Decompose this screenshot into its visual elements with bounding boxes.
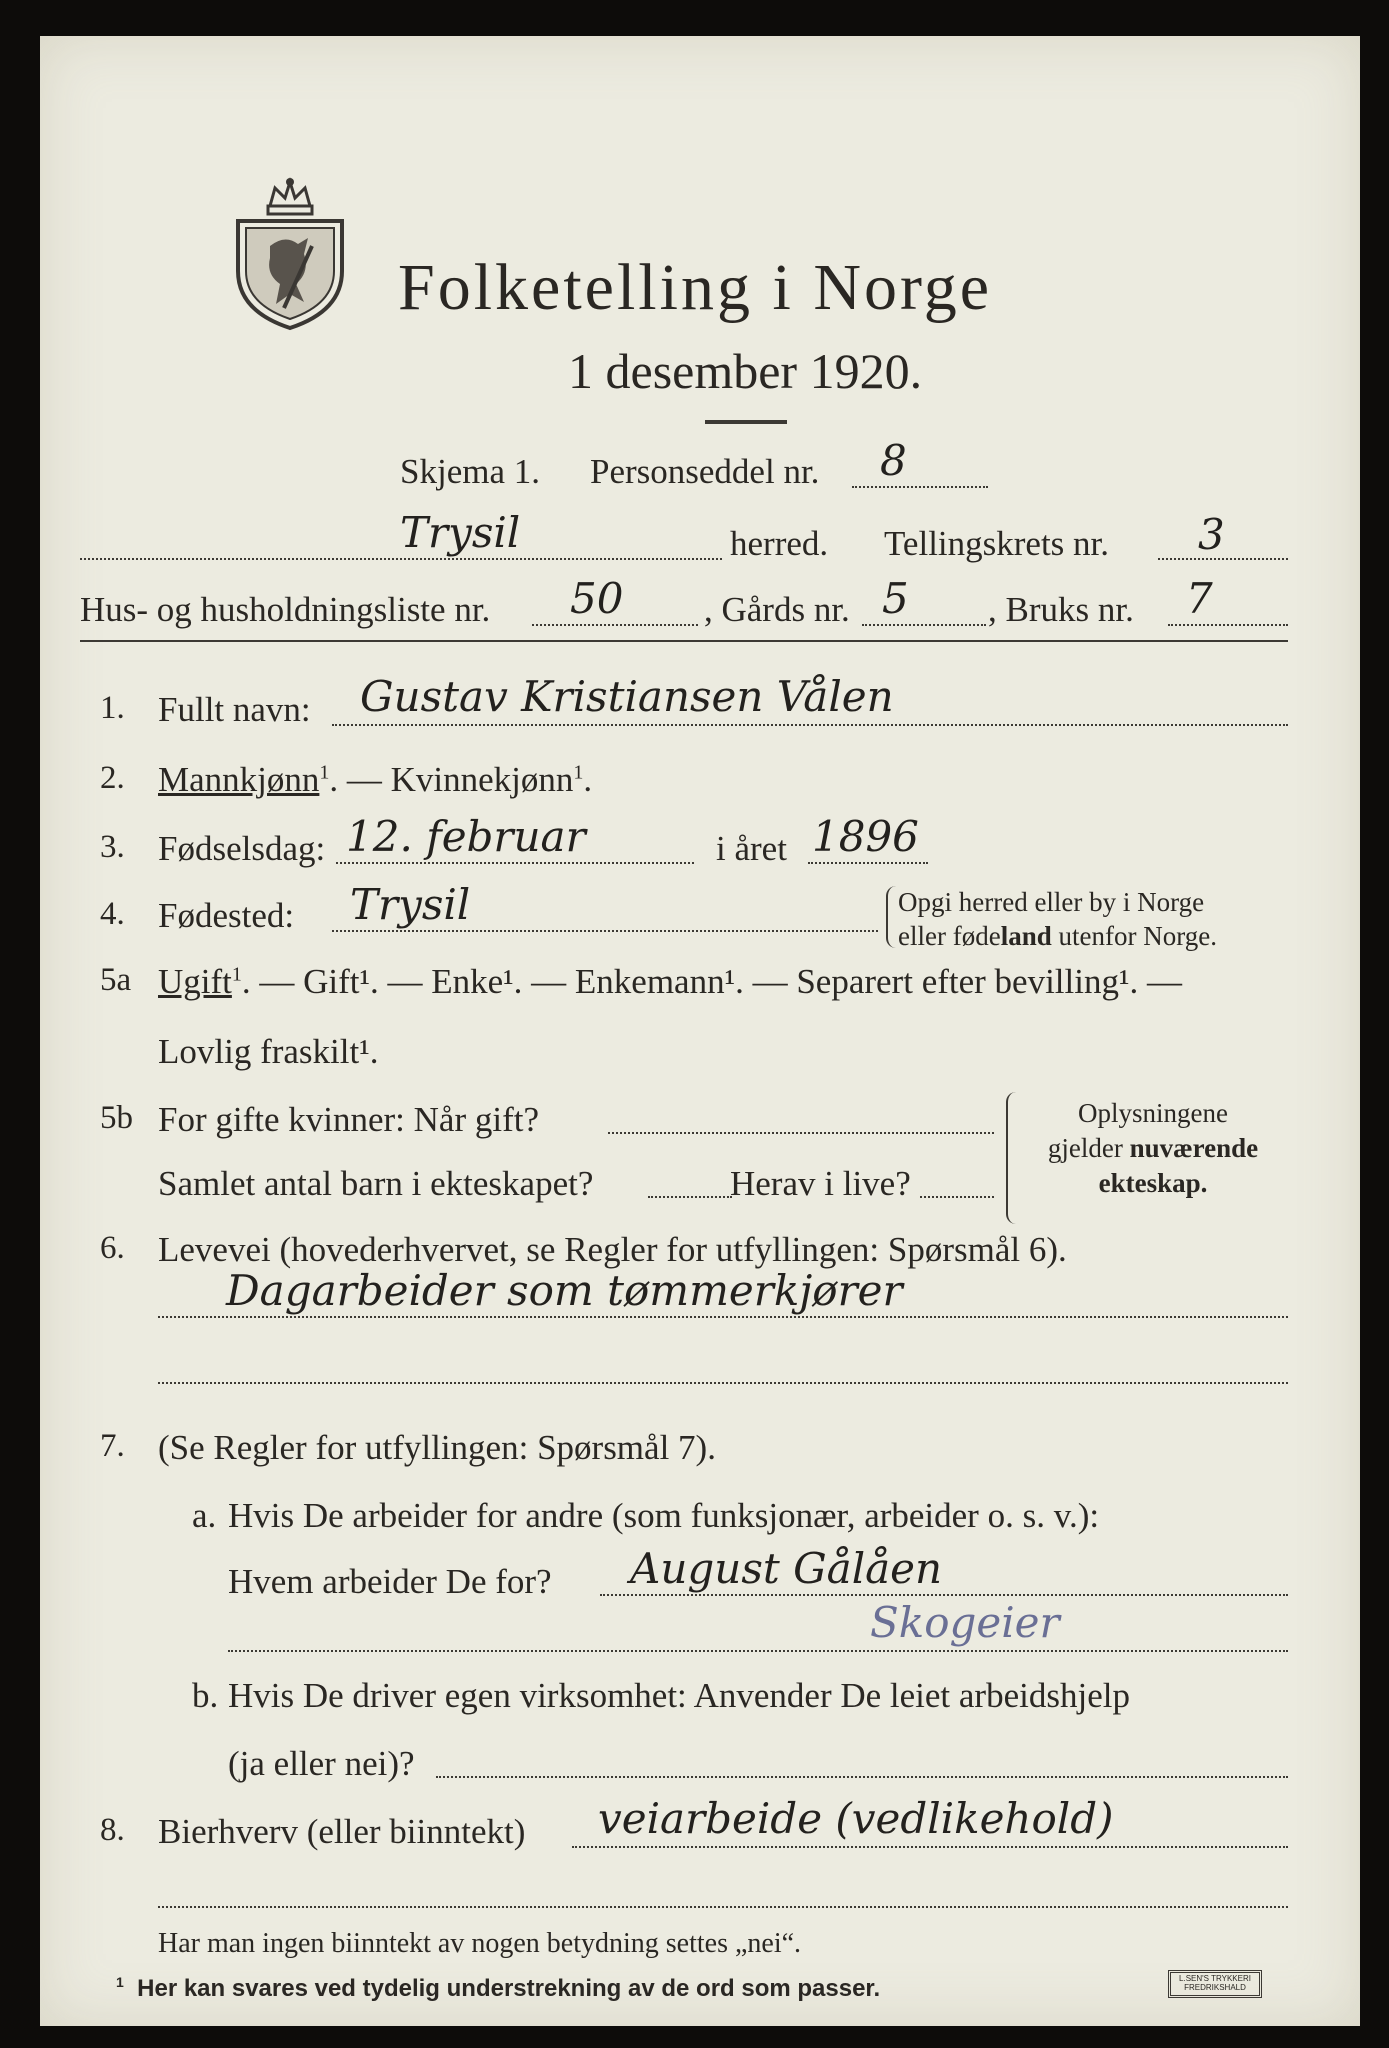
q6-number: 6. — [100, 1230, 125, 1266]
q5b-number: 5b — [100, 1100, 133, 1136]
q7a-number: a. — [192, 1496, 217, 1535]
q6-label: Levevei (hovederhvervet, se Regler for utfyllingen: Spørsmål 6). — [158, 1230, 1067, 1269]
q8-line1 — [572, 1846, 1288, 1848]
q3-number: 3. — [100, 829, 125, 865]
schema-label: Skjema 1. — [400, 452, 540, 491]
q5b-line2b-dots — [920, 1196, 994, 1198]
form-title: Folketelling i Norge — [398, 251, 993, 324]
q6-line2 — [158, 1382, 1288, 1384]
q4-number: 4. — [100, 896, 125, 932]
q6-value: Dagarbeider som tømmerkjører — [226, 1266, 903, 1315]
q7b-number: b. — [192, 1676, 219, 1715]
q5a-marital-options: Ugift$^1$. — Gift¹. — Enke¹. — Enkemann¹. — Separert efter bevilling¹. — — [158, 962, 1182, 1001]
personseddel-label: Personseddel nr. — [590, 452, 820, 491]
q1-number: 1. — [100, 690, 125, 726]
q5b-line1-dots — [608, 1132, 994, 1134]
q7a-line3-dots — [228, 1650, 1288, 1652]
q5a-number: 5a — [100, 962, 132, 998]
tellingskrets-value: 3 — [1198, 510, 1225, 559]
gards-label: , Gårds nr. — [704, 590, 850, 629]
q5b-line2b: Herav i live? — [730, 1164, 911, 1203]
bruks-label: , Bruks nr. — [988, 590, 1134, 629]
q8-line2 — [158, 1906, 1288, 1908]
herred-label: herred. — [730, 524, 829, 563]
q2-gender: Mannkjønn$^1$. — Kvinnekjønn$^1$. — [158, 760, 593, 799]
q5b-line1: For gifte kvinner: Når gift? — [158, 1100, 540, 1139]
census-form — [40, 36, 1360, 2026]
husliste-value: 50 — [570, 574, 624, 623]
q1-line — [332, 724, 1288, 726]
census-date: 1 desember 1920. — [568, 343, 923, 399]
q3-line — [336, 862, 694, 864]
q5b-note-brace — [1006, 1092, 1018, 1224]
q5b-note: Oplysningene gjelder nuværende ekteskap. — [1047, 1098, 1259, 1199]
herred-value: Trysil — [400, 508, 521, 557]
q1-label: Fullt navn: — [158, 690, 311, 729]
q3-year-value: 1896 — [812, 812, 919, 861]
q4-line — [332, 930, 878, 932]
header-divider — [80, 640, 1288, 642]
q3-label: Fødselsdag: — [158, 829, 326, 868]
q3-year-line — [808, 862, 928, 864]
bruks-value: 7 — [1186, 574, 1213, 623]
q4-note: Opgi herred eller by i Norge eller fødeland utenfor Norge. — [898, 887, 1217, 951]
personseddel-line — [852, 486, 988, 488]
husliste-label: Hus- og husholdningsliste nr. — [80, 590, 491, 629]
q4-value: Trysil — [350, 880, 471, 929]
q6-line1 — [158, 1316, 1288, 1318]
male-option: Mannkjønn — [158, 760, 320, 799]
q8-number: 8. — [100, 1812, 125, 1848]
printer-stamp: L.SEN'S TRYKKERI FREDRIKSHALD — [1168, 1970, 1262, 1998]
q8-value: veiarbeide (vedlikehold) — [598, 1794, 1114, 1843]
gards-line — [862, 624, 986, 626]
bottom-note: Har man ingen biinntekt av nogen betydning settes „nei“. — [158, 1928, 802, 1959]
female-option: Kvinnekjønn — [390, 760, 574, 799]
husliste-line — [532, 624, 698, 626]
footnote: $^1$ Her kan svares ved tydelig understrekning av de ord som passer. — [116, 1974, 881, 2002]
q1-value: Gustav Kristiansen Vålen — [360, 672, 894, 721]
bruks-line — [1168, 624, 1288, 626]
coat-of-arms-icon — [230, 176, 350, 331]
q5b-line2a: Samlet antal barn i ekteskapet? — [158, 1164, 594, 1203]
q7b-line2: (ja eller nei)? — [228, 1744, 415, 1783]
q3-year-label: i året — [716, 829, 787, 868]
q7a-value: August Gålåen — [630, 1544, 943, 1593]
q7a-line2-dots — [600, 1594, 1288, 1596]
q7a-value2: Skogeier — [870, 1598, 1060, 1647]
title-divider — [705, 420, 787, 424]
q7-number: 7. — [100, 1428, 125, 1464]
q5a-line2: Lovlig fraskilt¹. — [158, 1032, 379, 1071]
ugift-option: Ugift — [158, 962, 232, 1001]
q7a-line1: Hvis De arbeider for andre (som funksjonær, arbeider o. s. v.): — [228, 1496, 1100, 1535]
q7a-line2: Hvem arbeider De for? — [228, 1562, 552, 1601]
q7-label: (Se Regler for utfyllingen: Spørsmål 7). — [158, 1428, 716, 1467]
q4-note-brace — [886, 886, 896, 948]
q7b-line1: Hvis De driver egen virksomhet: Anvender De leiet arbeidshjelp — [228, 1676, 1130, 1715]
q2-number: 2. — [100, 760, 125, 796]
q3-value: 12. februar — [346, 812, 586, 861]
q5b-line2a-dots — [648, 1196, 732, 1198]
tellingskrets-label: Tellingskrets nr. — [884, 524, 1110, 563]
herred-line — [80, 558, 722, 560]
personseddel-value: 8 — [880, 436, 907, 485]
q7b-line2-dots — [436, 1776, 1288, 1778]
q4-label: Fødested: — [158, 896, 295, 935]
gards-value: 5 — [882, 574, 909, 623]
q8-label: Bierhverv (eller biinntekt) — [158, 1812, 526, 1851]
